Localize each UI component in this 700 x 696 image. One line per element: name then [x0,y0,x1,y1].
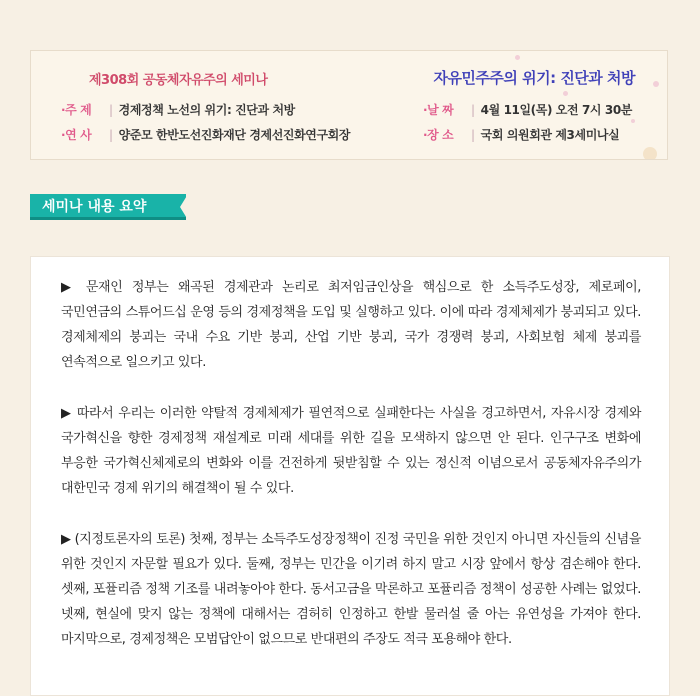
seminar-header-card [30,50,668,160]
decorative-dot [653,81,659,87]
date-value: 4월 11일(목) 오전 7시 30분 [480,103,632,117]
section-summary-tab: 세미나 내용 요약 [30,194,186,220]
decorative-dot [515,55,520,60]
decorative-dot [563,91,568,96]
speaker-value: 양준모 한반도선진화재단 경제선진화연구회장 [118,128,351,142]
divider: | [471,103,475,117]
topic-value: 경제정책 노선의 위기: 진단과 처방 [118,103,295,117]
place-value: 국회 의원회관 제3세미나실 [480,128,620,142]
seminar-main-title: 자유민주주의 위기: 진단과 처방 [433,69,635,87]
date-row [423,101,632,118]
decorative-dot [643,147,657,160]
place-row [423,126,619,143]
place-label: ·장 소 [423,128,454,142]
divider: | [109,128,113,142]
speaker-row [61,126,350,143]
summary-paragraph-1: ▶ 문재인 정부는 왜곡된 경제관과 논리로 최저임금인상을 핵심으로 한 소득주도성장, 제로페이, 국민연금의 스튜어드십 운영 등의 경제정책을 도입 및 실행하고 있다. 이에 따라 경제체제가 붕괴되고 있다. 경제체제의 붕괴는 국내 수요 기반 붕괴, 산업 기반 붕괴, 국가 경쟁력 붕괴, 사회보험 체제 붕괴를 연속적으로 일으키고 있다. [61,280,641,370]
summary-paragraph-3: ▶ (지정토론자의 토론) 첫째, 정부는 소득주도성장정책이 진정 국민을 위한 것인지 아니면 자신들의 신념을 위한 것인지 자문할 필요가 있다. 둘째, 정부는 민간을 이기려 하지 말고 시장 앞에서 항상 겸손해야 한다. 셋째, 포퓰리즘 정책 기조를 내려놓아야 한다. 동서고금을 막론하고 포퓰리즘 정책이 성공한 사례는 없었다. 넷째, 현실에 맞지 않는 정책에 대해서는 겸허히 인정하고 한발 물러설 줄 아는 유연성을 가져야 한다. 마지막으로, 경제정책은 모범답안이 없으므로 반대편의 주장도 적극 포용해야 한다. [61,532,641,647]
decorative-dot [631,119,635,123]
topic-label: ·주 제 [61,103,92,117]
summary-paragraph-2: ▶ 따라서 우리는 이러한 약탈적 경제체제가 필연적으로 실패한다는 사실을 경고하면서, 자유시장 경제와 국가혁신을 향한 경제정책 재설계로 미래 세대를 위한 길을 모색하지 않으면 안 된다. 인구구조 변화에 부응한 국가혁신체제로의 변화와 이를 건전하게 뒷받침할 수 있는 정신적 이념으로서 공동체자유주의가 대한민국 경제 위기의 해결책이 될 수 있다. [61,406,641,496]
seminar-series-title: 제308회 공동체자유주의 세미나 [89,73,268,88]
speaker-label: ·연 사 [61,128,92,142]
divider: | [109,103,113,117]
summary-content-card [30,256,670,696]
divider: | [471,128,475,142]
topic-row [61,101,295,118]
date-label: ·날 짜 [423,103,454,117]
